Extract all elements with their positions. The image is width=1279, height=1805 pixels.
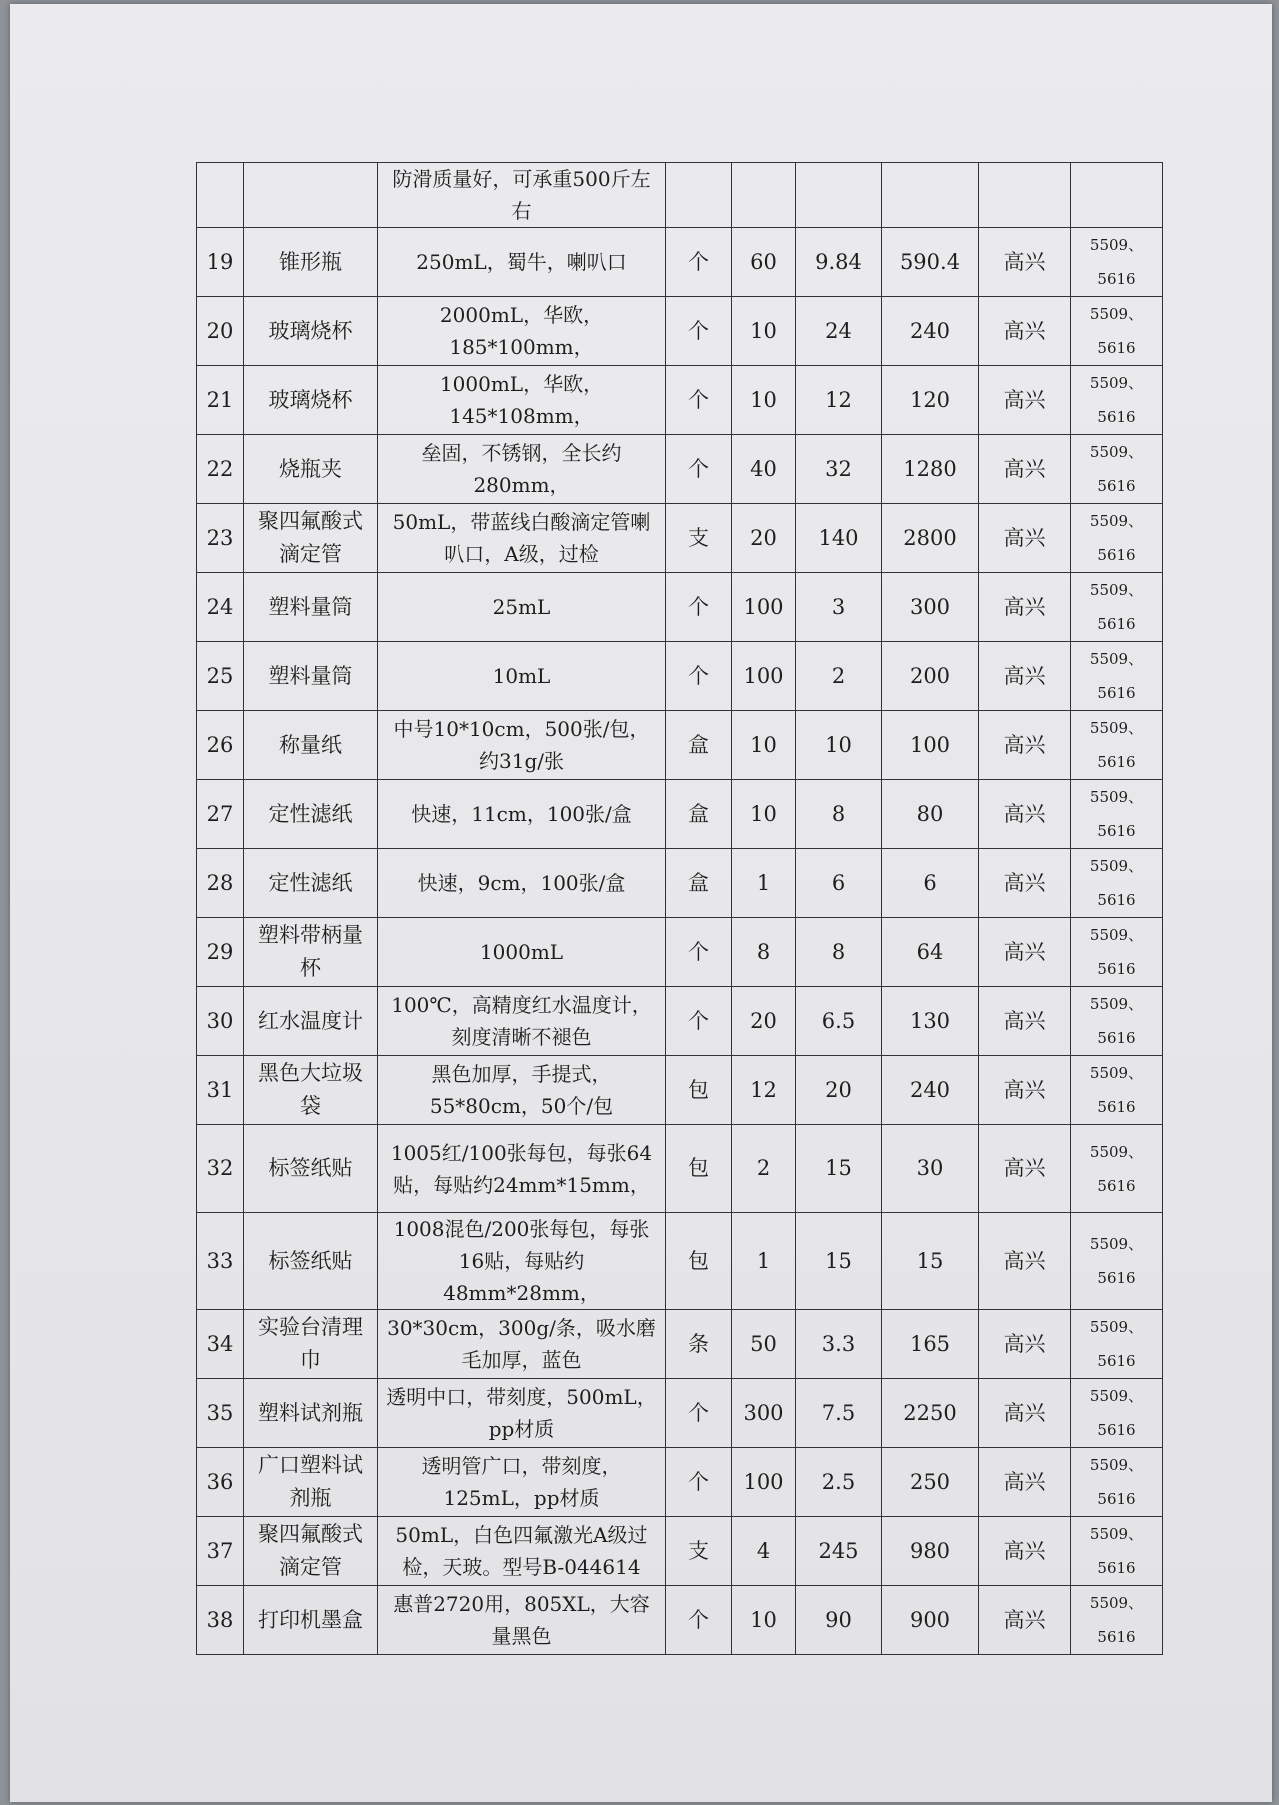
item-code-cell bbox=[1071, 228, 1163, 297]
table-row bbox=[197, 366, 1163, 435]
item-code-line-1: 5509、 bbox=[1089, 1594, 1144, 1612]
item-number-cell: 21 bbox=[197, 366, 244, 435]
item-name-cell: 塑料量筒 bbox=[244, 642, 378, 711]
item-supplier-cell: 高兴 bbox=[979, 780, 1071, 849]
item-supplier-cell: 高兴 bbox=[979, 1517, 1071, 1586]
item-number-cell: 31 bbox=[197, 1056, 244, 1125]
item-total-cell: 590.4 bbox=[882, 228, 979, 297]
item-name-cell: 聚四氟酸式滴定管 bbox=[244, 504, 378, 573]
item-supplier-cell: 高兴 bbox=[979, 435, 1071, 504]
item-name-cell: 广口塑料试剂瓶 bbox=[244, 1448, 378, 1517]
item-unit-cell: 个 bbox=[666, 228, 732, 297]
item-total-cell: 64 bbox=[882, 918, 979, 987]
item-quantity-cell: 60 bbox=[732, 228, 796, 297]
item-code-line-1: 5509、 bbox=[1089, 512, 1144, 530]
item-number-cell: 28 bbox=[197, 849, 244, 918]
item-price-cell: 90 bbox=[796, 1586, 882, 1655]
item-total-cell bbox=[882, 163, 979, 228]
item-total-cell: 2800 bbox=[882, 504, 979, 573]
table-row bbox=[197, 1448, 1163, 1517]
item-quantity-cell: 8 bbox=[732, 918, 796, 987]
table-row bbox=[197, 573, 1163, 642]
table-row bbox=[197, 918, 1163, 987]
item-code-line-1: 5509、 bbox=[1089, 443, 1144, 461]
item-unit-cell: 个 bbox=[666, 1448, 732, 1517]
item-code-line-1: 5509、 bbox=[1089, 236, 1144, 254]
item-total-cell: 240 bbox=[882, 297, 979, 366]
item-name-cell: 塑料带柄量杯 bbox=[244, 918, 378, 987]
item-code-line-1: 5509、 bbox=[1089, 1456, 1144, 1474]
item-number-cell: 19 bbox=[197, 228, 244, 297]
item-number-cell: 25 bbox=[197, 642, 244, 711]
item-price-cell: 2 bbox=[796, 642, 882, 711]
item-code-line-2: 5616 bbox=[1097, 753, 1136, 771]
item-number-cell: 22 bbox=[197, 435, 244, 504]
item-spec-cell: 1005红/100张每包，每张64贴，每贴约24mm*15mm， bbox=[378, 1125, 666, 1213]
item-number-cell: 26 bbox=[197, 711, 244, 780]
item-code-cell bbox=[1071, 987, 1163, 1056]
item-supplier-cell: 高兴 bbox=[979, 642, 1071, 711]
item-price-cell: 6 bbox=[796, 849, 882, 918]
item-code-line-1: 5509、 bbox=[1089, 995, 1144, 1013]
item-price-cell: 12 bbox=[796, 366, 882, 435]
table-row bbox=[197, 987, 1163, 1056]
item-price-cell bbox=[796, 163, 882, 228]
item-supplier-cell: 高兴 bbox=[979, 918, 1071, 987]
item-name-cell: 聚四氟酸式滴定管 bbox=[244, 1517, 378, 1586]
item-total-cell: 6 bbox=[882, 849, 979, 918]
document-page bbox=[10, 4, 1272, 1802]
item-code-cell bbox=[1071, 504, 1163, 573]
item-supplier-cell: 高兴 bbox=[979, 1125, 1071, 1213]
item-spec-cell: 惠普2720用，805XL，大容量黑色 bbox=[378, 1586, 666, 1655]
item-quantity-cell: 100 bbox=[732, 1448, 796, 1517]
item-code-cell bbox=[1071, 573, 1163, 642]
item-total-cell: 240 bbox=[882, 1056, 979, 1125]
item-total-cell: 120 bbox=[882, 366, 979, 435]
item-unit-cell: 个 bbox=[666, 435, 732, 504]
item-code-line-1: 5509、 bbox=[1089, 857, 1144, 875]
item-quantity-cell: 10 bbox=[732, 780, 796, 849]
item-price-cell: 8 bbox=[796, 780, 882, 849]
item-price-cell: 15 bbox=[796, 1213, 882, 1310]
table-row bbox=[197, 435, 1163, 504]
item-code-line-2: 5616 bbox=[1097, 546, 1136, 564]
item-total-cell: 130 bbox=[882, 987, 979, 1056]
item-supplier-cell: 高兴 bbox=[979, 504, 1071, 573]
item-unit-cell: 个 bbox=[666, 573, 732, 642]
item-code-cell bbox=[1071, 1310, 1163, 1379]
item-supplier-cell bbox=[979, 163, 1071, 228]
item-price-cell: 9.84 bbox=[796, 228, 882, 297]
table-row bbox=[197, 849, 1163, 918]
item-unit-cell: 条 bbox=[666, 1310, 732, 1379]
item-code-line-1: 5509、 bbox=[1089, 1142, 1144, 1161]
item-code-cell bbox=[1071, 1517, 1163, 1586]
item-code-line-1: 5509、 bbox=[1089, 305, 1144, 323]
item-name-cell: 塑料量筒 bbox=[244, 573, 378, 642]
item-name-cell: 烧瓶夹 bbox=[244, 435, 378, 504]
item-supplier-cell: 高兴 bbox=[979, 228, 1071, 297]
item-price-cell: 24 bbox=[796, 297, 882, 366]
item-price-cell: 32 bbox=[796, 435, 882, 504]
item-total-cell: 30 bbox=[882, 1125, 979, 1213]
item-unit-cell: 包 bbox=[666, 1125, 732, 1213]
item-quantity-cell: 2 bbox=[732, 1125, 796, 1213]
item-spec-cell: 50mL，白色四氟激光A级过检，天玻。型号B-044614 bbox=[378, 1517, 666, 1586]
item-number-cell: 27 bbox=[197, 780, 244, 849]
item-quantity-cell: 12 bbox=[732, 1056, 796, 1125]
item-unit-cell: 个 bbox=[666, 1586, 732, 1655]
item-quantity-cell: 300 bbox=[732, 1379, 796, 1448]
item-total-cell: 250 bbox=[882, 1448, 979, 1517]
item-code-line-1: 5509、 bbox=[1089, 581, 1144, 599]
item-number-cell: 37 bbox=[197, 1517, 244, 1586]
item-code-line-2: 5616 bbox=[1097, 960, 1136, 978]
item-code-line-1: 5509、 bbox=[1089, 719, 1144, 737]
item-unit-cell: 支 bbox=[666, 504, 732, 573]
item-name-cell: 标签纸贴 bbox=[244, 1213, 378, 1310]
item-total-cell: 100 bbox=[882, 711, 979, 780]
item-spec-cell: 透明管广口，带刻度，125mL，pp材质 bbox=[378, 1448, 666, 1517]
item-code-line-2: 5616 bbox=[1097, 615, 1136, 633]
item-spec-cell: 快速，11cm，100张/盒 bbox=[378, 780, 666, 849]
item-unit-cell: 个 bbox=[666, 918, 732, 987]
item-code-line-2: 5616 bbox=[1097, 822, 1136, 840]
table-row bbox=[197, 228, 1163, 297]
item-quantity-cell: 20 bbox=[732, 987, 796, 1056]
item-unit-cell: 盒 bbox=[666, 711, 732, 780]
item-code-line-2: 5616 bbox=[1097, 1352, 1136, 1370]
item-name-cell: 红水温度计 bbox=[244, 987, 378, 1056]
table-row bbox=[197, 163, 1163, 228]
item-spec-cell: 2000mL，华欧，185*100mm， bbox=[378, 297, 666, 366]
item-code-line-2: 5616 bbox=[1097, 270, 1136, 288]
item-supplier-cell: 高兴 bbox=[979, 1448, 1071, 1517]
item-quantity-cell: 4 bbox=[732, 1517, 796, 1586]
item-code-line-2: 5616 bbox=[1097, 1098, 1136, 1116]
item-number-cell: 23 bbox=[197, 504, 244, 573]
item-spec-cell: 中号10*10cm，500张/包，约31g/张 bbox=[378, 711, 666, 780]
item-spec-cell: 250mL，蜀牛，喇叭口 bbox=[378, 228, 666, 297]
item-code-cell bbox=[1071, 918, 1163, 987]
item-spec-cell: 50mL，带蓝线白酸滴定管喇叭口，A级，过检 bbox=[378, 504, 666, 573]
item-code-cell bbox=[1071, 1448, 1163, 1517]
item-code-line-2: 5616 bbox=[1097, 339, 1136, 357]
item-code-line-1: 5509、 bbox=[1089, 1525, 1144, 1543]
table-row bbox=[197, 1056, 1163, 1125]
item-quantity-cell: 20 bbox=[732, 504, 796, 573]
table-row bbox=[197, 504, 1163, 573]
item-number-cell: 24 bbox=[197, 573, 244, 642]
item-spec-cell: 黑色加厚，手提式，55*80cm，50个/包 bbox=[378, 1056, 666, 1125]
item-name-cell: 打印机墨盒 bbox=[244, 1586, 378, 1655]
item-quantity-cell: 1 bbox=[732, 1213, 796, 1310]
item-price-cell: 3 bbox=[796, 573, 882, 642]
item-spec-cell: 100℃，高精度红水温度计，刻度清晰不褪色 bbox=[378, 987, 666, 1056]
item-code-cell bbox=[1071, 780, 1163, 849]
item-code-line-2: 5616 bbox=[1097, 1490, 1136, 1508]
item-number-cell: 36 bbox=[197, 1448, 244, 1517]
item-spec-cell: 1000mL bbox=[378, 918, 666, 987]
item-quantity-cell: 10 bbox=[732, 366, 796, 435]
item-code-cell bbox=[1071, 163, 1163, 228]
item-name-cell: 玻璃烧杯 bbox=[244, 366, 378, 435]
item-code-line-1: 5509、 bbox=[1089, 1235, 1144, 1253]
item-unit-cell: 个 bbox=[666, 642, 732, 711]
item-total-cell: 900 bbox=[882, 1586, 979, 1655]
item-number-cell: 38 bbox=[197, 1586, 244, 1655]
item-number-cell: 29 bbox=[197, 918, 244, 987]
item-total-cell: 1280 bbox=[882, 435, 979, 504]
item-price-cell: 140 bbox=[796, 504, 882, 573]
item-spec-cell: 30*30cm，300g/条，吸水磨毛加厚，蓝色 bbox=[378, 1310, 666, 1379]
item-quantity-cell: 40 bbox=[732, 435, 796, 504]
item-unit-cell: 个 bbox=[666, 1379, 732, 1448]
item-spec-cell: 1008混色/200张每包，每张16贴，每贴约48mm*28mm， bbox=[378, 1213, 666, 1310]
item-unit-cell: 包 bbox=[666, 1213, 732, 1310]
item-code-cell bbox=[1071, 1125, 1163, 1213]
item-name-cell: 黑色大垃圾袋 bbox=[244, 1056, 378, 1125]
item-supplier-cell: 高兴 bbox=[979, 849, 1071, 918]
item-code-cell bbox=[1071, 642, 1163, 711]
item-price-cell: 2.5 bbox=[796, 1448, 882, 1517]
item-total-cell: 300 bbox=[882, 573, 979, 642]
item-spec-cell: 25mL bbox=[378, 573, 666, 642]
item-number-cell: 34 bbox=[197, 1310, 244, 1379]
inventory-table bbox=[196, 162, 1163, 1655]
item-code-line-1: 5509、 bbox=[1089, 1064, 1144, 1082]
item-price-cell: 10 bbox=[796, 711, 882, 780]
item-unit-cell bbox=[666, 163, 732, 228]
item-name-cell: 标签纸贴 bbox=[244, 1125, 378, 1213]
item-quantity-cell bbox=[732, 163, 796, 228]
item-code-line-2: 5616 bbox=[1097, 684, 1136, 702]
item-quantity-cell: 1 bbox=[732, 849, 796, 918]
item-supplier-cell: 高兴 bbox=[979, 297, 1071, 366]
item-price-cell: 6.5 bbox=[796, 987, 882, 1056]
table-row bbox=[197, 1125, 1163, 1213]
table-row bbox=[197, 780, 1163, 849]
item-code-line-2: 5616 bbox=[1097, 1176, 1136, 1195]
item-unit-cell: 支 bbox=[666, 1517, 732, 1586]
item-price-cell: 20 bbox=[796, 1056, 882, 1125]
item-spec-cell: 1000mL，华欧，145*108mm， bbox=[378, 366, 666, 435]
item-number-cell: 20 bbox=[197, 297, 244, 366]
table-row bbox=[197, 297, 1163, 366]
item-code-cell bbox=[1071, 366, 1163, 435]
item-code-cell bbox=[1071, 1213, 1163, 1310]
item-supplier-cell: 高兴 bbox=[979, 366, 1071, 435]
item-code-cell bbox=[1071, 1586, 1163, 1655]
item-number-cell bbox=[197, 163, 244, 228]
item-code-line-1: 5509、 bbox=[1089, 1318, 1144, 1336]
table-row bbox=[197, 1379, 1163, 1448]
item-total-cell: 200 bbox=[882, 642, 979, 711]
item-code-line-2: 5616 bbox=[1097, 891, 1136, 909]
table-row bbox=[197, 1517, 1163, 1586]
item-name-cell: 玻璃烧杯 bbox=[244, 297, 378, 366]
item-supplier-cell: 高兴 bbox=[979, 987, 1071, 1056]
item-supplier-cell: 高兴 bbox=[979, 1310, 1071, 1379]
item-name-cell: 塑料试剂瓶 bbox=[244, 1379, 378, 1448]
item-total-cell: 980 bbox=[882, 1517, 979, 1586]
item-code-line-1: 5509、 bbox=[1089, 926, 1144, 944]
item-code-line-1: 5509、 bbox=[1089, 788, 1144, 806]
item-code-line-2: 5616 bbox=[1097, 1421, 1136, 1439]
item-price-cell: 15 bbox=[796, 1125, 882, 1213]
item-name-cell: 称量纸 bbox=[244, 711, 378, 780]
item-spec-cell: 垒固，不锈钢，全长约280mm， bbox=[378, 435, 666, 504]
item-supplier-cell: 高兴 bbox=[979, 1213, 1071, 1310]
item-name-cell: 锥形瓶 bbox=[244, 228, 378, 297]
item-supplier-cell: 高兴 bbox=[979, 1056, 1071, 1125]
item-name-cell: 实验台清理巾 bbox=[244, 1310, 378, 1379]
item-code-line-2: 5616 bbox=[1097, 408, 1136, 426]
item-code-line-2: 5616 bbox=[1097, 1628, 1136, 1646]
table-body bbox=[197, 163, 1163, 1655]
item-total-cell: 80 bbox=[882, 780, 979, 849]
item-supplier-cell: 高兴 bbox=[979, 1379, 1071, 1448]
item-supplier-cell: 高兴 bbox=[979, 573, 1071, 642]
item-price-cell: 245 bbox=[796, 1517, 882, 1586]
item-unit-cell: 盒 bbox=[666, 849, 732, 918]
item-code-line-1: 5509、 bbox=[1089, 1387, 1144, 1405]
item-number-cell: 35 bbox=[197, 1379, 244, 1448]
item-code-line-2: 5616 bbox=[1097, 477, 1136, 495]
item-name-cell: 定性滤纸 bbox=[244, 849, 378, 918]
item-unit-cell: 个 bbox=[666, 987, 732, 1056]
item-spec-cell: 透明中口，带刻度，500mL，pp材质 bbox=[378, 1379, 666, 1448]
item-number-cell: 30 bbox=[197, 987, 244, 1056]
item-code-line-2: 5616 bbox=[1097, 1029, 1136, 1047]
table-row bbox=[197, 1310, 1163, 1379]
item-supplier-cell: 高兴 bbox=[979, 711, 1071, 780]
item-code-cell bbox=[1071, 1379, 1163, 1448]
item-quantity-cell: 10 bbox=[732, 1586, 796, 1655]
item-code-cell bbox=[1071, 297, 1163, 366]
item-code-line-1: 5509、 bbox=[1089, 650, 1144, 668]
item-total-cell: 2250 bbox=[882, 1379, 979, 1448]
item-quantity-cell: 10 bbox=[732, 711, 796, 780]
item-quantity-cell: 100 bbox=[732, 573, 796, 642]
item-number-cell: 32 bbox=[197, 1125, 244, 1213]
item-spec-cell: 快速，9cm，100张/盒 bbox=[378, 849, 666, 918]
item-spec-cell: 10mL bbox=[378, 642, 666, 711]
table-row bbox=[197, 1586, 1163, 1655]
item-code-line-2: 5616 bbox=[1097, 1559, 1136, 1577]
item-supplier-cell: 高兴 bbox=[979, 1586, 1071, 1655]
item-unit-cell: 包 bbox=[666, 1056, 732, 1125]
item-name-cell bbox=[244, 163, 378, 228]
item-unit-cell: 盒 bbox=[666, 780, 732, 849]
item-name-cell: 定性滤纸 bbox=[244, 780, 378, 849]
item-total-cell: 15 bbox=[882, 1213, 979, 1310]
item-code-cell bbox=[1071, 1056, 1163, 1125]
item-code-line-2: 5616 bbox=[1097, 1269, 1136, 1287]
item-unit-cell: 个 bbox=[666, 297, 732, 366]
item-quantity-cell: 10 bbox=[732, 297, 796, 366]
item-quantity-cell: 100 bbox=[732, 642, 796, 711]
item-code-cell bbox=[1071, 711, 1163, 780]
item-code-line-1: 5509、 bbox=[1089, 374, 1144, 392]
table-row bbox=[197, 1213, 1163, 1310]
item-price-cell: 8 bbox=[796, 918, 882, 987]
item-total-cell: 165 bbox=[882, 1310, 979, 1379]
item-quantity-cell: 50 bbox=[732, 1310, 796, 1379]
table-row bbox=[197, 642, 1163, 711]
item-code-cell bbox=[1071, 849, 1163, 918]
table-row bbox=[197, 711, 1163, 780]
item-code-cell bbox=[1071, 435, 1163, 504]
item-spec-cell: 防滑质量好，可承重500斤左右 bbox=[378, 163, 666, 228]
item-price-cell: 7.5 bbox=[796, 1379, 882, 1448]
item-unit-cell: 个 bbox=[666, 366, 732, 435]
item-price-cell: 3.3 bbox=[796, 1310, 882, 1379]
item-number-cell: 33 bbox=[197, 1213, 244, 1310]
